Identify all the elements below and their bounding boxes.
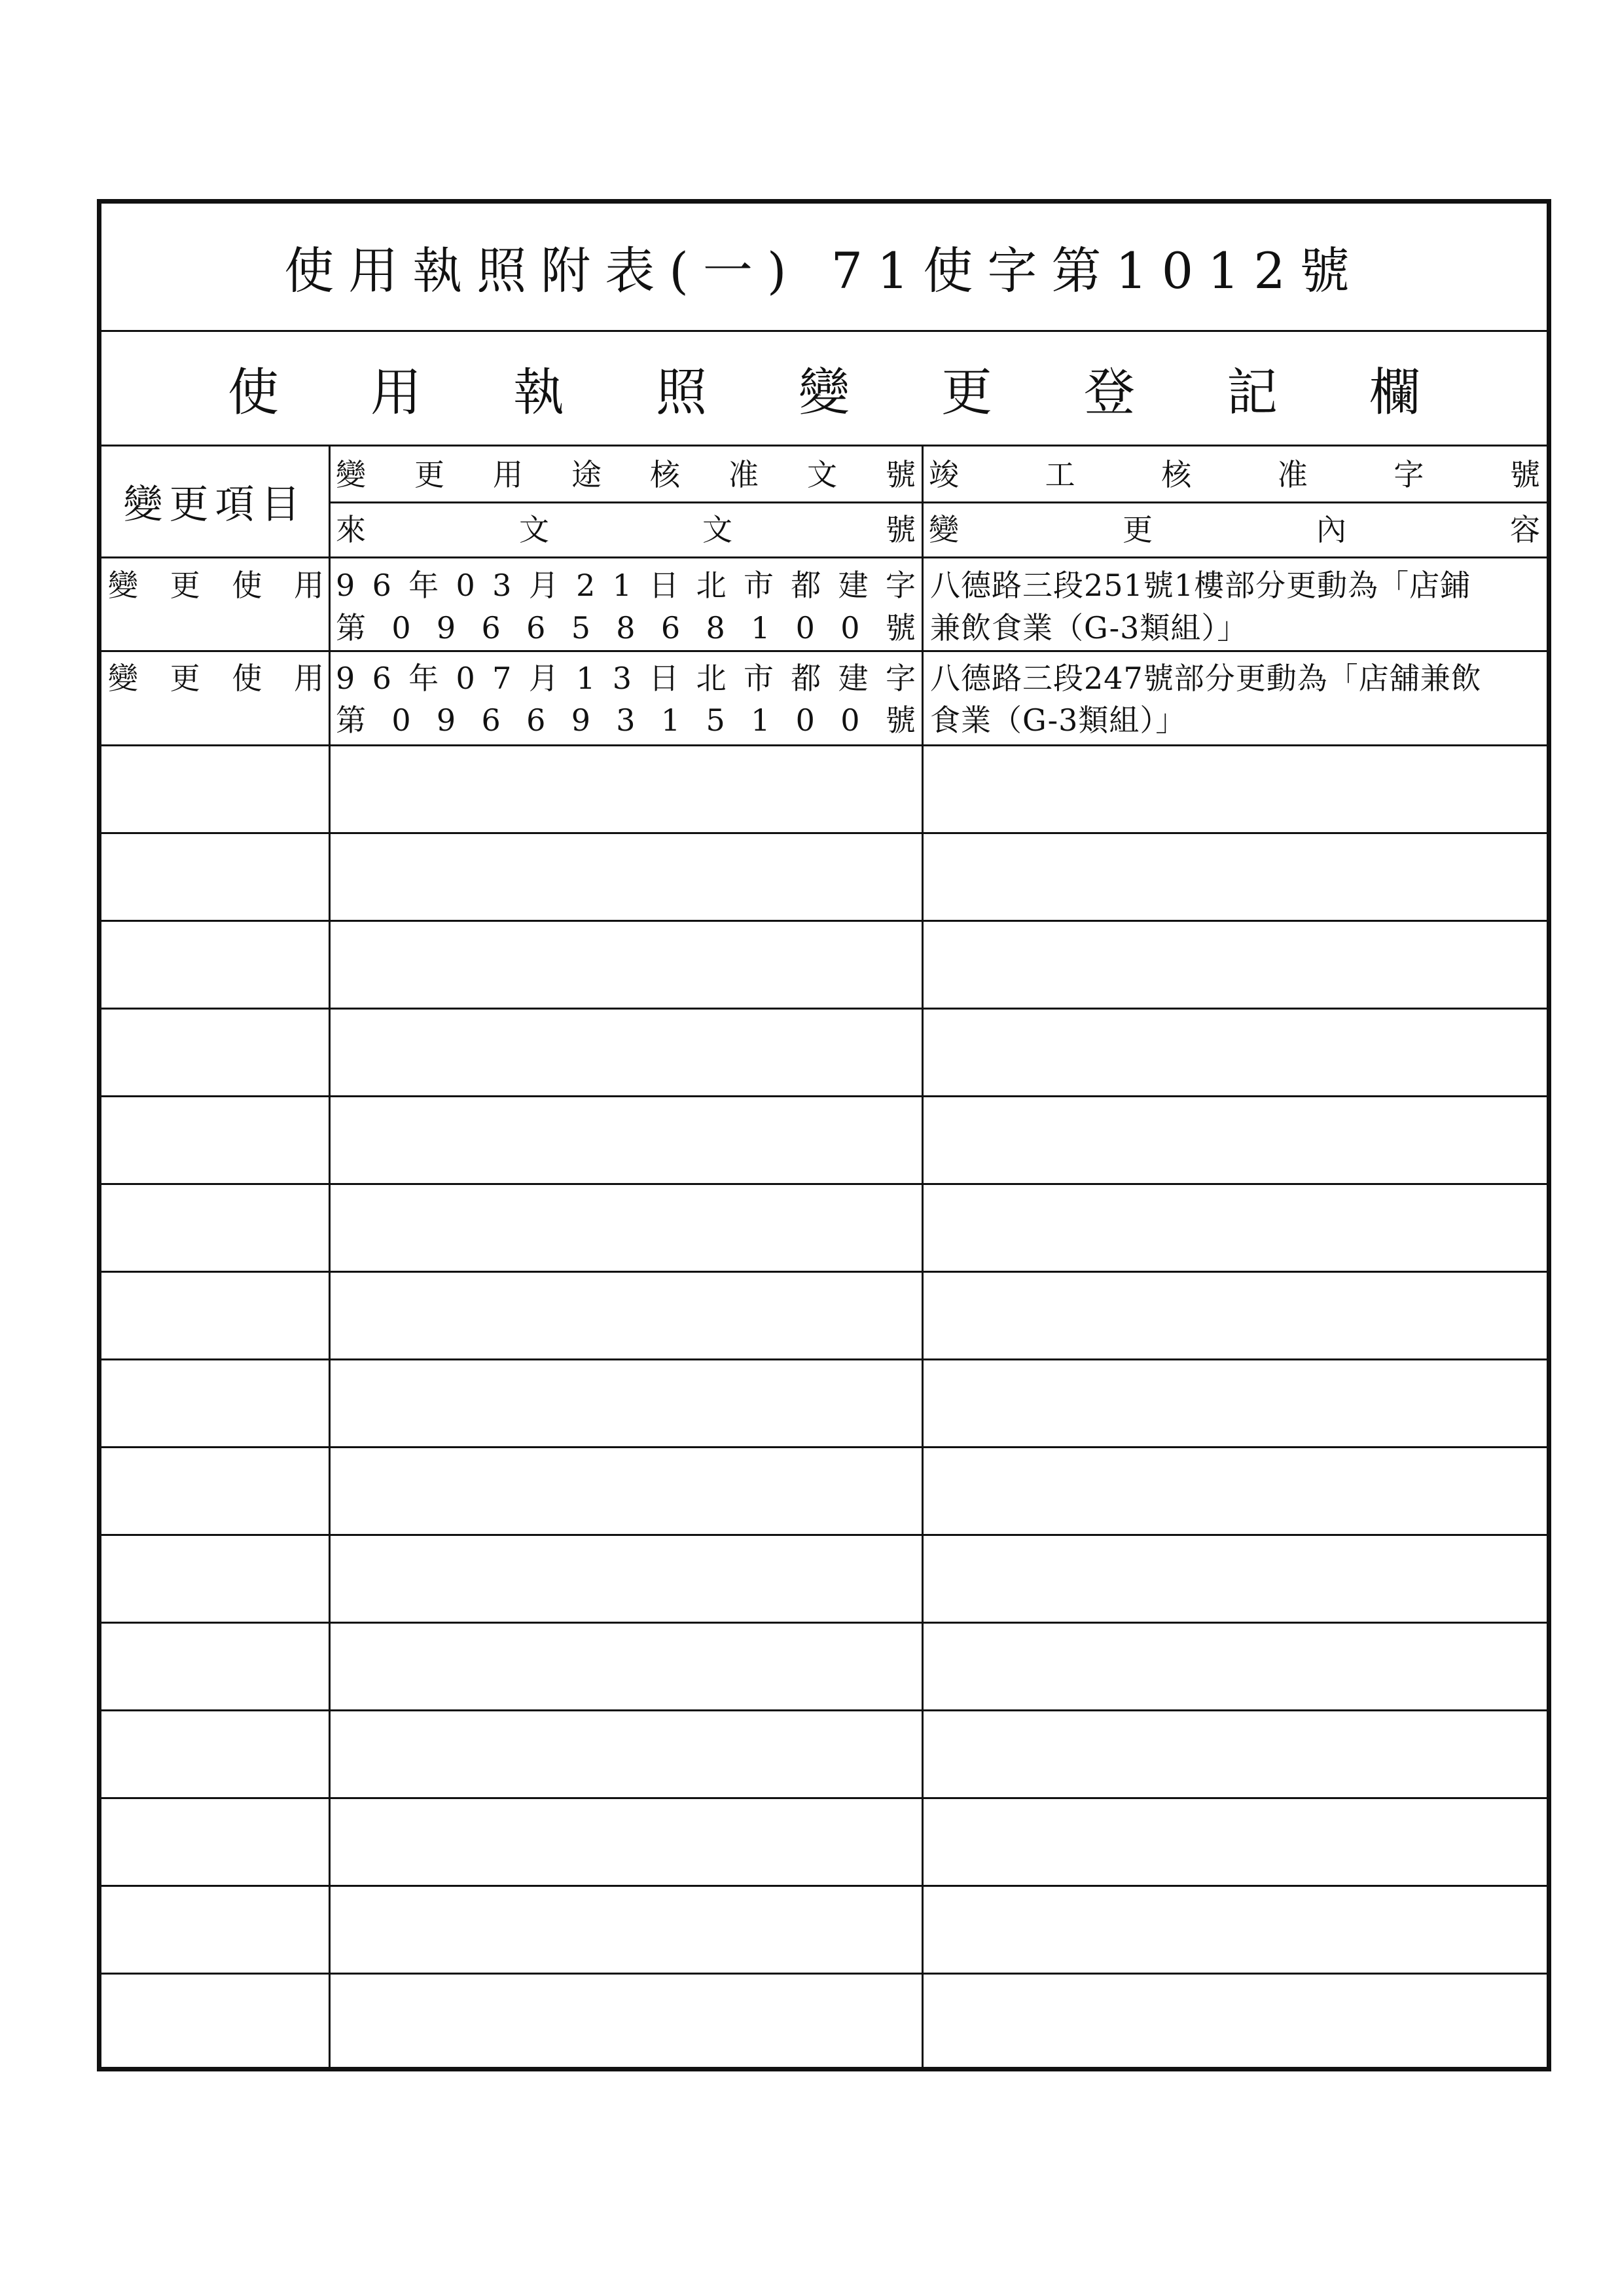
glyph: 更 (1123, 512, 1153, 547)
glyph: 第 (336, 702, 366, 738)
empty-row-line (101, 1008, 1547, 1010)
glyph: 文 (702, 512, 732, 547)
glyph: 6 (481, 702, 501, 738)
glyph: 用 (293, 568, 324, 603)
glyph: 1 (660, 702, 681, 738)
empty-row-line (101, 1709, 1547, 1711)
row-1-doc-line1 (336, 563, 916, 608)
glyph: 准 (1277, 457, 1308, 492)
empty-row-line (101, 1797, 1547, 1799)
glyph: 建 (838, 661, 869, 696)
glyph: 0 (391, 610, 411, 646)
row-1-content-line2: 兼飲食業（G-3類組）」 (930, 610, 1248, 646)
glyph: 都 (791, 661, 821, 696)
row-1-content-line1: 八德路三段251號1樓部分更動為「店鋪 (930, 568, 1471, 603)
glyph: 用 (293, 661, 324, 696)
glyph: 市 (743, 661, 774, 696)
glyph: 變 (336, 457, 366, 492)
form-title: 使用執照附表(一) 71使字第1012號 (101, 204, 1547, 332)
empty-row-line (101, 1183, 1547, 1185)
glyph: 9 (336, 661, 355, 696)
glyph: 6 (372, 661, 391, 696)
glyph: 5 (706, 702, 725, 738)
glyph: 年 (408, 568, 439, 603)
glyph: 使 (232, 661, 262, 696)
column-divider-2 (922, 446, 924, 2070)
glyph: 1 (612, 568, 632, 603)
glyph: 6 (526, 702, 546, 738)
glyph: 3 (492, 568, 512, 603)
glyph: 1 (751, 610, 770, 646)
glyph: 第 (336, 610, 366, 646)
header-incoming-doc-no (336, 507, 916, 552)
form-subtitle: 使用執照變更登記欄 (101, 332, 1547, 446)
glyph: 容 (1510, 512, 1540, 547)
row-1-item (108, 563, 324, 608)
glyph: 變 (108, 661, 138, 696)
glyph: 更 (170, 661, 200, 696)
glyph: 變 (929, 512, 959, 547)
empty-row-line (101, 1095, 1547, 1097)
glyph: 8 (706, 610, 725, 646)
header-change-content (929, 507, 1540, 552)
glyph: 9 (336, 568, 355, 603)
glyph: 使 (232, 568, 262, 603)
row-2-bottom-line (101, 744, 1547, 746)
glyph: 號 (886, 512, 916, 547)
glyph: 6 (372, 568, 391, 603)
permit-form (97, 199, 1551, 2071)
glyph: 字 (885, 568, 916, 603)
header-approval-doc-no (336, 452, 916, 497)
glyph: 北 (696, 661, 727, 696)
glyph: 號 (885, 702, 916, 738)
glyph: 9 (571, 702, 590, 738)
row-2-content-line2: 食業（G-3類組）」 (930, 702, 1187, 738)
header-middle-line (331, 501, 1547, 503)
glyph: 7 (492, 661, 512, 696)
empty-row-line (101, 1622, 1547, 1624)
row-1-doc-line2 (336, 606, 916, 650)
glyph: 月 (528, 568, 559, 603)
glyph: 來 (336, 512, 366, 547)
row-2-item (108, 656, 324, 701)
glyph: 0 (840, 610, 860, 646)
glyph: 變 (108, 568, 138, 603)
glyph: 用 (493, 457, 523, 492)
empty-row-line (101, 832, 1547, 834)
glyph: 日 (649, 568, 679, 603)
glyph: 6 (660, 610, 681, 646)
glyph: 核 (650, 457, 680, 492)
empty-row-line (101, 1271, 1547, 1273)
row-2-doc-line2 (336, 698, 916, 742)
glyph: 建 (838, 568, 869, 603)
glyph: 准 (728, 457, 759, 492)
glyph: 2 (576, 568, 596, 603)
glyph: 9 (436, 610, 456, 646)
glyph: 字 (1393, 457, 1424, 492)
glyph: 核 (1161, 457, 1192, 492)
header-change-item: 變更項目 (123, 482, 307, 528)
glyph: 號 (1509, 457, 1540, 492)
glyph: 字 (885, 661, 916, 696)
empty-row-line (101, 1446, 1547, 1448)
empty-row-line (101, 1973, 1547, 1975)
glyph: 月 (528, 661, 559, 696)
empty-row-line (101, 1358, 1547, 1360)
glyph: 都 (791, 568, 821, 603)
glyph: 0 (795, 702, 815, 738)
empty-row-line (101, 1885, 1547, 1887)
glyph: 竣 (929, 457, 959, 492)
glyph: 1 (576, 661, 596, 696)
glyph: 北 (696, 568, 727, 603)
glyph: 更 (414, 457, 444, 492)
glyph: 途 (571, 457, 602, 492)
glyph: 年 (408, 661, 439, 696)
glyph: 3 (612, 661, 632, 696)
glyph: 文 (519, 512, 549, 547)
header-bottom-line (101, 556, 1547, 558)
glyph: 0 (456, 661, 475, 696)
row-2-doc-line1 (336, 656, 916, 701)
glyph: 工 (1045, 457, 1075, 492)
glyph: 市 (743, 568, 774, 603)
glyph: 1 (751, 702, 770, 738)
glyph: 0 (840, 702, 860, 738)
column-divider-1 (329, 446, 331, 2070)
glyph: 0 (456, 568, 475, 603)
empty-row-line (101, 920, 1547, 922)
glyph: 0 (795, 610, 815, 646)
glyph: 6 (481, 610, 501, 646)
glyph: 9 (436, 702, 456, 738)
empty-row-line (101, 1534, 1547, 1536)
glyph: 5 (571, 610, 590, 646)
glyph: 6 (526, 610, 546, 646)
glyph: 內 (1316, 512, 1346, 547)
row-2-content-line1: 八德路三段247號部分更動為「店舖兼飲 (930, 661, 1482, 696)
glyph: 號 (885, 610, 916, 646)
header-completion-approval-no (929, 452, 1540, 497)
glyph: 日 (649, 661, 679, 696)
glyph: 0 (391, 702, 411, 738)
glyph: 更 (170, 568, 200, 603)
glyph: 3 (616, 702, 636, 738)
glyph: 文 (807, 457, 837, 492)
row-1-bottom-line (101, 650, 1547, 652)
glyph: 號 (886, 457, 916, 492)
glyph: 8 (616, 610, 636, 646)
